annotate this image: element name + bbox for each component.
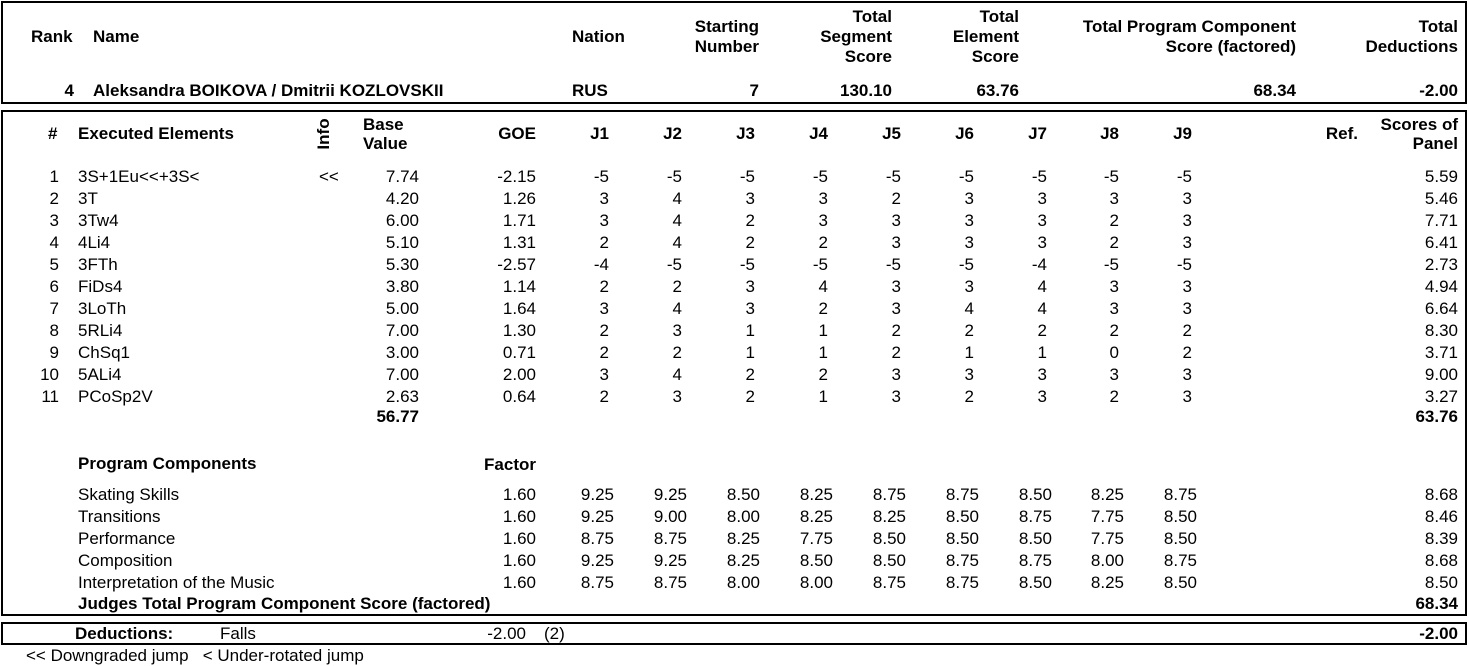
component-judge-score: 8.75 <box>945 572 979 592</box>
component-judge-score: 8.50 <box>1018 572 1052 592</box>
element-judge-score: -5 <box>1031 167 1047 186</box>
ded-header-1: Total <box>1418 17 1458 36</box>
component-factor: 1.60 <box>502 485 536 504</box>
element-panel-score: 6.41 <box>1424 232 1458 252</box>
element-judge-score: 3 <box>1037 210 1047 230</box>
info-header: Info <box>314 118 333 150</box>
pcs-header-2: Score (factored) <box>1165 37 1296 56</box>
element-judge-score: 2 <box>745 364 755 384</box>
component-judge-score: 8.50 <box>872 550 906 570</box>
element-judge-score: 2 <box>599 342 609 362</box>
element-judge-score: 2 <box>1109 386 1119 406</box>
element-judge-score: 3 <box>891 232 901 252</box>
component-panel-score: 8.68 <box>1424 550 1458 570</box>
element-judge-score: 3 <box>818 188 828 208</box>
judge-header-4: J4 <box>809 124 828 143</box>
element-info: << <box>319 167 339 186</box>
element-judge-score: -5 <box>1103 254 1119 274</box>
panel-header-1: Scores of <box>1380 115 1458 134</box>
element-judge-score: 2 <box>599 276 609 296</box>
element-judge-score: 3 <box>964 210 974 230</box>
component-judge-score: 8.75 <box>1163 550 1197 570</box>
element-goe: -2.57 <box>497 254 536 274</box>
base-header-2: Value <box>363 134 408 153</box>
skater-tss: 130.10 <box>840 81 892 100</box>
component-judge-score: 8.50 <box>1163 506 1197 526</box>
judge-header-2: J2 <box>663 124 682 143</box>
component-judge-score: 8.75 <box>580 572 614 592</box>
element-judge-score: 3 <box>1037 188 1047 208</box>
element-judge-score: 2 <box>672 342 682 362</box>
legend: << Downgraded jump < Under-rotated jump <box>26 646 364 665</box>
element-judge-score: 2 <box>1109 320 1119 340</box>
element-panel-score: 6.64 <box>1424 298 1458 318</box>
judge-header-6: J6 <box>955 124 974 143</box>
component-judge-score: 7.75 <box>799 528 833 548</box>
element-base-value: 4.20 <box>385 188 419 208</box>
deductions-type: Falls <box>220 624 256 643</box>
component-judge-score: 8.25 <box>799 506 833 526</box>
element-judge-score: 3 <box>1109 364 1119 384</box>
tss-header-3: Score <box>844 47 892 66</box>
element-judge-score: 3 <box>672 320 682 340</box>
element-judge-score: 2 <box>891 320 901 340</box>
element-judge-score: 1 <box>745 320 755 340</box>
element-panel-score: 3.71 <box>1424 342 1458 362</box>
element-judge-score: 3 <box>1182 276 1192 296</box>
element-judge-score: 3 <box>964 232 974 252</box>
element-goe: 2.00 <box>502 364 536 384</box>
component-panel-score: 8.39 <box>1424 528 1458 548</box>
element-base-value: 5.00 <box>385 298 419 318</box>
element-base-value: 3.80 <box>385 276 419 296</box>
element-number: 5 <box>49 254 59 274</box>
element-goe: 1.31 <box>502 232 536 252</box>
judge-header-5: J5 <box>882 124 901 143</box>
element-judge-score: 3 <box>964 188 974 208</box>
element-number: 7 <box>49 298 59 318</box>
component-judge-score: 8.75 <box>872 485 906 504</box>
element-base-value: 6.00 <box>385 210 419 230</box>
element-judge-score: -5 <box>666 167 682 186</box>
element-judge-score: 3 <box>1182 298 1192 318</box>
component-judge-score: 8.75 <box>1018 506 1052 526</box>
element-panel-score: 5.59 <box>1424 167 1458 186</box>
element-judge-score: 3 <box>1182 210 1192 230</box>
tes-header-2: Element <box>952 27 1019 46</box>
element-judge-score: 2 <box>818 298 828 318</box>
element-judge-score: -5 <box>1176 254 1192 274</box>
component-judge-score: 8.50 <box>872 528 906 548</box>
component-name: Performance <box>78 528 176 548</box>
element-number: 9 <box>49 342 59 362</box>
element-name: 5RLi4 <box>78 320 123 340</box>
element-judge-score: 3 <box>599 364 609 384</box>
element-judge-score: -5 <box>812 254 828 274</box>
element-judge-score: 3 <box>891 386 901 406</box>
element-judge-score: -5 <box>739 254 755 274</box>
element-judge-score: 2 <box>818 232 828 252</box>
component-name: Interpretation of the Music <box>78 572 275 592</box>
element-judge-score: 1 <box>964 342 974 362</box>
component-judge-score: 8.00 <box>726 506 760 526</box>
element-panel-score: 9.00 <box>1424 364 1458 384</box>
element-name: 5ALi4 <box>78 364 122 384</box>
goe-header: GOE <box>498 124 536 143</box>
component-judge-score: 8.00 <box>1090 550 1124 570</box>
executed-header: Executed Elements <box>78 124 234 143</box>
element-judge-score: 3 <box>1037 386 1047 406</box>
element-judge-score: 2 <box>599 232 609 252</box>
judge-header-1: J1 <box>590 124 609 143</box>
element-base-value: 2.63 <box>385 386 419 406</box>
component-judge-score: 8.25 <box>726 528 760 548</box>
components-total: 68.34 <box>1415 594 1458 613</box>
element-judge-score: 3 <box>1182 364 1192 384</box>
component-judge-score: 8.75 <box>945 485 979 504</box>
nation-header: Nation <box>572 27 625 46</box>
element-judge-score: 3 <box>891 276 901 296</box>
start-header-1: Starting <box>694 17 759 36</box>
element-judge-score: 3 <box>599 298 609 318</box>
component-name: Transitions <box>78 506 161 526</box>
component-judge-score: 9.25 <box>653 550 687 570</box>
element-judge-score: 2 <box>1109 210 1119 230</box>
tss-header-1: Total <box>852 7 892 26</box>
element-judge-score: 3 <box>599 188 609 208</box>
component-factor: 1.60 <box>502 550 536 570</box>
component-factor: 1.60 <box>502 572 536 592</box>
element-judge-score: 3 <box>1109 298 1119 318</box>
tes-header-1: Total <box>979 7 1019 26</box>
num-header: # <box>48 124 58 143</box>
component-judge-score: 8.75 <box>945 550 979 570</box>
judge-header-8: J8 <box>1100 124 1119 143</box>
component-judge-score: 7.75 <box>1090 506 1124 526</box>
element-panel-score: 2.73 <box>1424 254 1458 274</box>
element-number: 11 <box>41 386 59 406</box>
element-number: 8 <box>49 320 59 340</box>
element-judge-score: -5 <box>593 167 609 186</box>
element-judge-score: 2 <box>745 210 755 230</box>
element-judge-score: -5 <box>1103 167 1119 186</box>
element-judge-score: 2 <box>891 188 901 208</box>
element-goe: 1.14 <box>502 276 536 296</box>
deductions-total: -2.00 <box>1419 624 1458 643</box>
element-judge-score: -5 <box>666 254 682 274</box>
component-judge-score: 8.25 <box>1090 485 1124 504</box>
element-judge-score: 3 <box>964 364 974 384</box>
element-goe: 1.64 <box>502 298 536 318</box>
element-judge-score: 2 <box>891 342 901 362</box>
element-judge-score: 2 <box>745 232 755 252</box>
rank-header: Rank <box>31 27 73 46</box>
element-judge-score: -5 <box>1176 167 1192 186</box>
component-judge-score: 7.75 <box>1090 528 1124 548</box>
skater-name: Aleksandra BOIKOVA / Dmitrii KOZLOVSKII <box>93 81 444 100</box>
component-judge-score: 9.25 <box>653 485 687 504</box>
element-judge-score: 4 <box>672 232 682 252</box>
component-name: Skating Skills <box>78 485 180 504</box>
elements-total-score: 63.76 <box>1415 407 1458 426</box>
ref-header: Ref. <box>1325 124 1358 143</box>
element-judge-score: 2 <box>1109 232 1119 252</box>
element-judge-score: 3 <box>964 276 974 296</box>
component-judge-score: 8.50 <box>726 485 760 504</box>
base-header-1: Base <box>363 115 404 134</box>
skater-tes: 63.76 <box>976 81 1019 100</box>
component-judge-score: 9.25 <box>580 506 614 526</box>
element-judge-score: 3 <box>1037 232 1047 252</box>
component-judge-score: 8.50 <box>1018 485 1052 504</box>
element-goe: 1.30 <box>502 320 536 340</box>
element-judge-score: 3 <box>891 298 901 318</box>
component-panel-score: 8.50 <box>1424 572 1458 592</box>
element-base-value: 3.00 <box>385 342 419 362</box>
skater-deductions: -2.00 <box>1419 81 1458 100</box>
element-judge-score: 2 <box>672 276 682 296</box>
element-judge-score: 4 <box>1037 276 1047 296</box>
component-judge-score: 8.75 <box>872 572 906 592</box>
element-judge-score: 2 <box>964 386 974 406</box>
element-judge-score: 4 <box>672 298 682 318</box>
factor-header: Factor <box>484 455 536 474</box>
component-judge-score: 8.00 <box>799 572 833 592</box>
component-judge-score: 8.25 <box>726 550 760 570</box>
component-judge-score: 8.50 <box>945 506 979 526</box>
skater-rank: 4 <box>64 81 74 100</box>
element-judge-score: 2 <box>964 320 974 340</box>
panel-header-2: Panel <box>1412 134 1458 153</box>
element-panel-score: 7.71 <box>1424 210 1458 230</box>
component-judge-score: 8.50 <box>1163 528 1197 548</box>
element-goe: 1.71 <box>502 210 536 230</box>
element-number: 10 <box>40 364 59 384</box>
start-header-2: Number <box>694 37 759 56</box>
pcs-header-1: Total Program Component <box>1082 17 1296 36</box>
element-number: 1 <box>49 167 59 186</box>
element-name: FiDs4 <box>78 276 123 296</box>
component-judge-score: 9.25 <box>580 550 614 570</box>
component-judge-score: 8.50 <box>1163 572 1197 592</box>
component-judge-score: 8.50 <box>1018 528 1052 548</box>
component-judge-score: 8.50 <box>945 528 979 548</box>
components-total-label: Judges Total Program Component Score (factored) <box>78 594 491 613</box>
skater-pcs: 68.34 <box>1253 81 1296 100</box>
element-judge-score: 3 <box>1182 386 1192 406</box>
element-judge-score: 1 <box>818 386 828 406</box>
element-judge-score: 3 <box>745 188 755 208</box>
element-judge-score: -5 <box>885 167 901 186</box>
element-judge-score: 3 <box>891 210 901 230</box>
name-header: Name <box>93 27 140 46</box>
element-number: 2 <box>49 188 59 208</box>
component-name: Composition <box>78 550 173 570</box>
element-judge-score: -5 <box>958 254 974 274</box>
element-base-value: 7.00 <box>385 320 419 340</box>
component-factor: 1.60 <box>502 506 536 526</box>
tes-header-3: Score <box>971 47 1019 66</box>
element-judge-score: 3 <box>745 276 755 296</box>
component-judge-score: 8.25 <box>799 485 833 504</box>
element-base-value: 7.74 <box>385 167 419 186</box>
element-number: 3 <box>49 210 59 230</box>
tss-header-2: Segment <box>820 27 892 46</box>
element-judge-score: 1 <box>1037 342 1047 362</box>
element-judge-score: 2 <box>1037 320 1047 340</box>
element-goe: 0.71 <box>502 342 536 362</box>
element-number: 6 <box>49 276 59 296</box>
element-judge-score: 2 <box>1182 320 1192 340</box>
skater-nation: RUS <box>572 81 608 100</box>
element-judge-score: -5 <box>958 167 974 186</box>
element-judge-score: 3 <box>891 364 901 384</box>
element-judge-score: 1 <box>745 342 755 362</box>
element-judge-score: 3 <box>672 386 682 406</box>
component-judge-score: 9.00 <box>653 506 687 526</box>
component-judge-score: 8.25 <box>1090 572 1124 592</box>
element-base-value: 5.30 <box>385 254 419 274</box>
element-judge-score: 3 <box>745 298 755 318</box>
component-judge-score: 8.75 <box>1163 485 1197 504</box>
component-judge-score: 8.25 <box>872 506 906 526</box>
element-base-value: 5.10 <box>385 232 419 252</box>
element-judge-score: 3 <box>1182 188 1192 208</box>
element-judge-score: 3 <box>818 210 828 230</box>
component-panel-score: 8.68 <box>1424 485 1458 504</box>
element-name: 4Li4 <box>78 232 111 252</box>
element-name: 3T <box>78 188 98 208</box>
components-title: Program Components <box>78 454 257 473</box>
element-judge-score: 2 <box>745 386 755 406</box>
component-judge-score: 8.75 <box>1018 550 1052 570</box>
element-name: 3FTh <box>78 254 118 274</box>
element-panel-score: 8.30 <box>1424 320 1458 340</box>
element-judge-score: -4 <box>593 254 609 274</box>
element-judge-score: 2 <box>818 364 828 384</box>
element-judge-score: 4 <box>672 364 682 384</box>
element-goe: 1.26 <box>502 188 536 208</box>
element-judge-score: 3 <box>599 210 609 230</box>
element-judge-score: 3 <box>1182 232 1192 252</box>
deductions-value: -2.00 <box>487 624 526 643</box>
element-panel-score: 3.27 <box>1424 386 1458 406</box>
element-name: 3LoTh <box>78 298 127 318</box>
component-judge-score: 8.50 <box>799 550 833 570</box>
element-name: PCoSp2V <box>78 386 153 406</box>
component-judge-score: 8.75 <box>653 572 687 592</box>
element-judge-score: 1 <box>818 320 828 340</box>
element-judge-score: -5 <box>812 167 828 186</box>
element-judge-score: 4 <box>672 188 682 208</box>
element-number: 4 <box>49 232 59 252</box>
element-judge-score: 3 <box>1037 364 1047 384</box>
element-judge-score: 4 <box>964 298 974 318</box>
element-judge-score: 3 <box>1109 276 1119 296</box>
element-panel-score: 5.46 <box>1424 188 1458 208</box>
judge-header-3: J3 <box>736 124 755 143</box>
element-judge-score: 4 <box>1037 298 1047 318</box>
component-judge-score: 8.75 <box>653 528 687 548</box>
component-judge-score: 9.25 <box>580 485 614 504</box>
element-panel-score: 4.94 <box>1424 276 1458 296</box>
component-judge-score: 8.00 <box>726 572 760 592</box>
element-judge-score: -5 <box>885 254 901 274</box>
element-judge-score: -5 <box>739 167 755 186</box>
judge-header-7: J7 <box>1028 124 1047 143</box>
deductions-count: (2) <box>544 624 565 643</box>
element-name: ChSq1 <box>78 342 130 362</box>
element-judge-score: 2 <box>1182 342 1192 362</box>
component-factor: 1.60 <box>502 528 536 548</box>
element-judge-score: 2 <box>599 320 609 340</box>
element-judge-score: 1 <box>818 342 828 362</box>
component-panel-score: 8.46 <box>1424 506 1458 526</box>
element-base-value: 7.00 <box>385 364 419 384</box>
judge-header-9: J9 <box>1173 124 1192 143</box>
element-judge-score: 4 <box>818 276 828 296</box>
element-goe: 0.64 <box>502 386 536 406</box>
element-judge-score: 0 <box>1109 342 1119 362</box>
skater-start: 7 <box>749 81 759 100</box>
element-judge-score: 2 <box>599 386 609 406</box>
element-name: 3S+1Eu<<+3S< <box>78 167 200 186</box>
element-name: 3Tw4 <box>78 210 119 230</box>
elements-total-base: 56.77 <box>376 407 419 426</box>
component-judge-score: 8.75 <box>580 528 614 548</box>
deductions-label: Deductions: <box>75 624 174 643</box>
element-judge-score: -4 <box>1031 254 1047 274</box>
element-judge-score: 3 <box>1109 188 1119 208</box>
element-judge-score: 4 <box>672 210 682 230</box>
element-goe: -2.15 <box>497 167 536 186</box>
ded-header-2: Deductions <box>1365 37 1458 56</box>
